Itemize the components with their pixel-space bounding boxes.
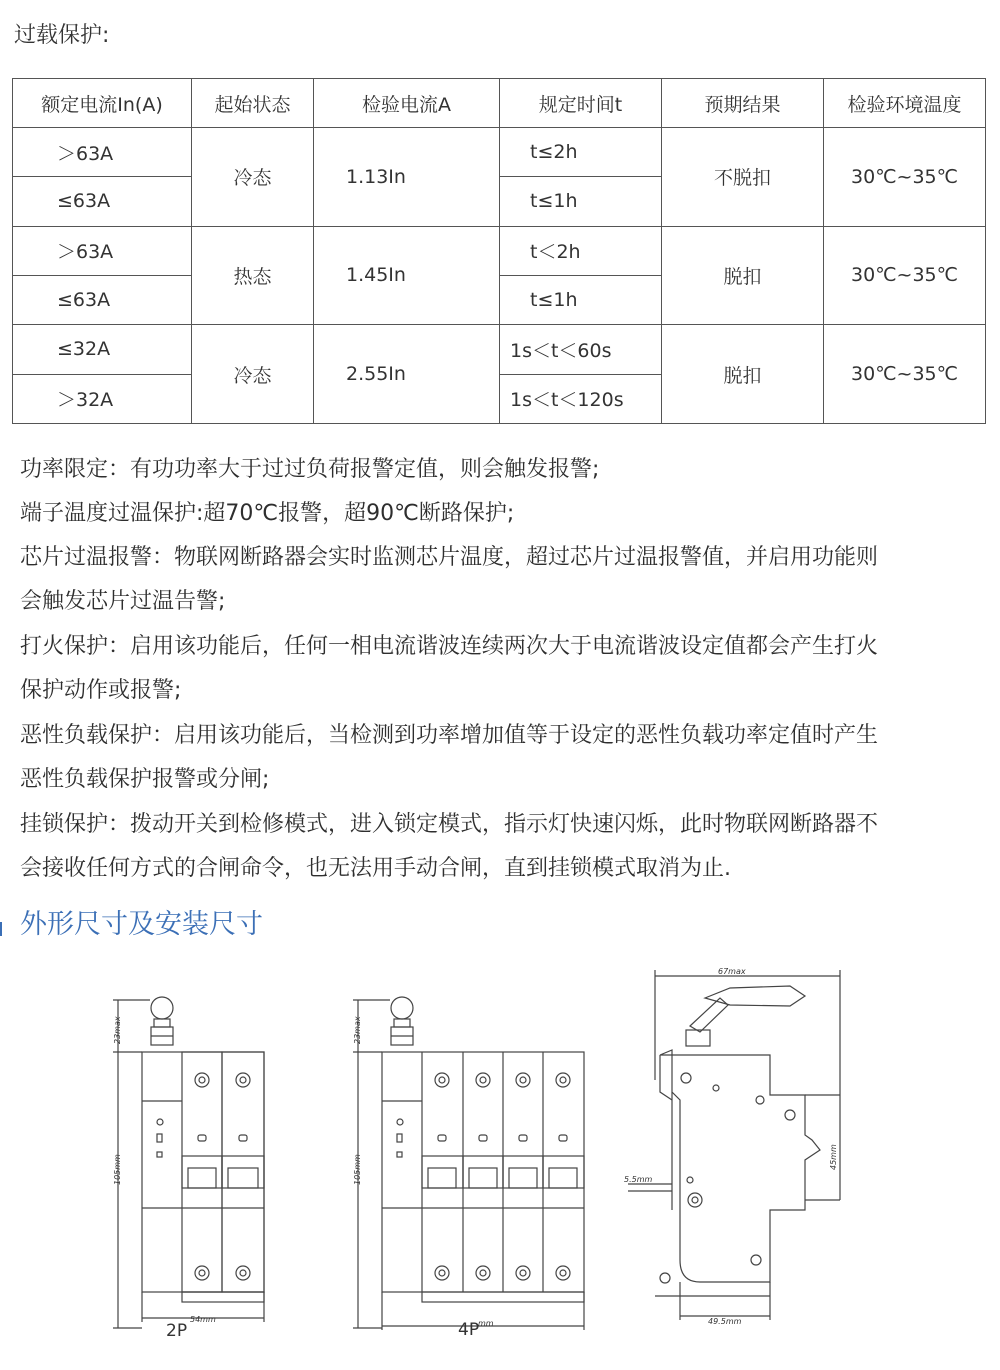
dim-4p-top: 23max [353, 1016, 362, 1044]
arc-protection-text-line1: 打火保护：启用该功能后，任何一相电流谐波连续两次大于电流谐波设定值都会产生打火 [20, 634, 879, 659]
rated-current-cell: ＞63A [13, 226, 192, 275]
section-accent-mark [0, 922, 2, 936]
header-initial-state: 起始状态 [192, 79, 314, 128]
overload-section-title: 过载保护: [14, 23, 110, 48]
dim-side-din: 5.5mm [624, 1175, 653, 1184]
dimensions-section-title: 外形尺寸及安装尺寸 [20, 909, 263, 940]
test-current-cell: 1.13In [314, 128, 500, 227]
time-cell: 1s＜t＜120s [500, 374, 662, 423]
breaker-2p-drawing [113, 997, 264, 1328]
chip-overheat-text-line2: 会触发芯片过温告警; [20, 589, 226, 614]
time-cell: t≤1h [500, 177, 662, 226]
initial-state-cell: 热态 [192, 226, 314, 325]
table-row [13, 128, 986, 177]
breaker-4p-drawing [353, 997, 584, 1330]
overload-spec-table [12, 78, 986, 424]
header-test-current: 检验电流A [314, 79, 500, 128]
time-cell: 1s＜t＜60s [500, 325, 662, 374]
time-cell: t≤1h [500, 275, 662, 324]
dimension-drawings [0, 960, 1000, 1360]
test-current-cell: 1.45In [314, 226, 500, 325]
table-header-row [13, 79, 986, 128]
chip-overheat-text-line1: 芯片过温报警：物联网断路器会实时监测芯片温度，超过芯片过温报警值，并启用功能则 [20, 545, 879, 570]
rated-current-cell: ≤32A [13, 325, 192, 374]
result-cell: 脱扣 [662, 226, 824, 325]
rated-current-cell: ＞32A [13, 374, 192, 423]
initial-state-cell: 冷态 [192, 128, 314, 227]
dim-2p-label: 2P [166, 1321, 188, 1341]
dim-2p-height: 105mm [113, 1154, 122, 1185]
result-cell: 不脱扣 [662, 128, 824, 227]
dim-4p-label: 4P [458, 1320, 480, 1340]
header-rated-current: 额定电流In(A) [13, 79, 192, 128]
dim-side-base: 49.5mm [708, 1317, 742, 1326]
temperature-cell: 30℃~35℃ [824, 128, 986, 227]
malicious-load-text-line2: 恶性负载保护报警或分闸; [20, 767, 270, 792]
temperature-cell: 30℃~35℃ [824, 226, 986, 325]
dim-4p-width: mm [478, 1319, 494, 1328]
breaker-side-drawing [628, 970, 840, 1320]
rated-current-cell: ≤63A [13, 177, 192, 226]
power-limit-text: 功率限定：有功功率大于过过负荷报警定值，则会触发报警; [20, 457, 600, 482]
header-expected-result: 预期结果 [662, 79, 824, 128]
dim-4p-height: 105mm [353, 1154, 362, 1185]
arc-protection-text-line2: 保护动作或报警; [20, 678, 182, 703]
lockout-text-line2: 会接收任何方式的合闸命令，也无法用手动合闸，直到挂锁模式取消为止. [20, 856, 731, 881]
result-cell: 脱扣 [662, 325, 824, 424]
header-specified-time: 规定时间t [500, 79, 662, 128]
rated-current-cell: ≤63A [13, 275, 192, 324]
dim-2p-width: 54mm [190, 1315, 216, 1324]
header-test-temperature: 检验环境温度 [824, 79, 986, 128]
dim-side-top-width: 67max [718, 967, 746, 976]
lockout-text-line1: 挂锁保护：拨动开关到检修模式，进入锁定模式，指示灯快速闪烁，此时物联网断路器不 [20, 812, 879, 837]
temperature-cell: 30℃~35℃ [824, 325, 986, 424]
initial-state-cell: 冷态 [192, 325, 314, 424]
table-row [13, 226, 986, 275]
rated-current-cell: ＞63A [13, 128, 192, 177]
table-row [13, 325, 986, 374]
time-cell: t≤2h [500, 128, 662, 177]
dim-side-depth: 45mm [829, 1144, 838, 1170]
time-cell: t＜2h [500, 226, 662, 275]
malicious-load-text-line1: 恶性负载保护：启用该功能后，当检测到功率增加值等于设定的恶性负载功率定值时产生 [20, 723, 879, 748]
terminal-temp-text: 端子温度过温保护:超70℃报警，超90℃断路保护; [20, 501, 515, 526]
test-current-cell: 2.55In [314, 325, 500, 424]
dim-2p-top: 23max [113, 1016, 122, 1044]
